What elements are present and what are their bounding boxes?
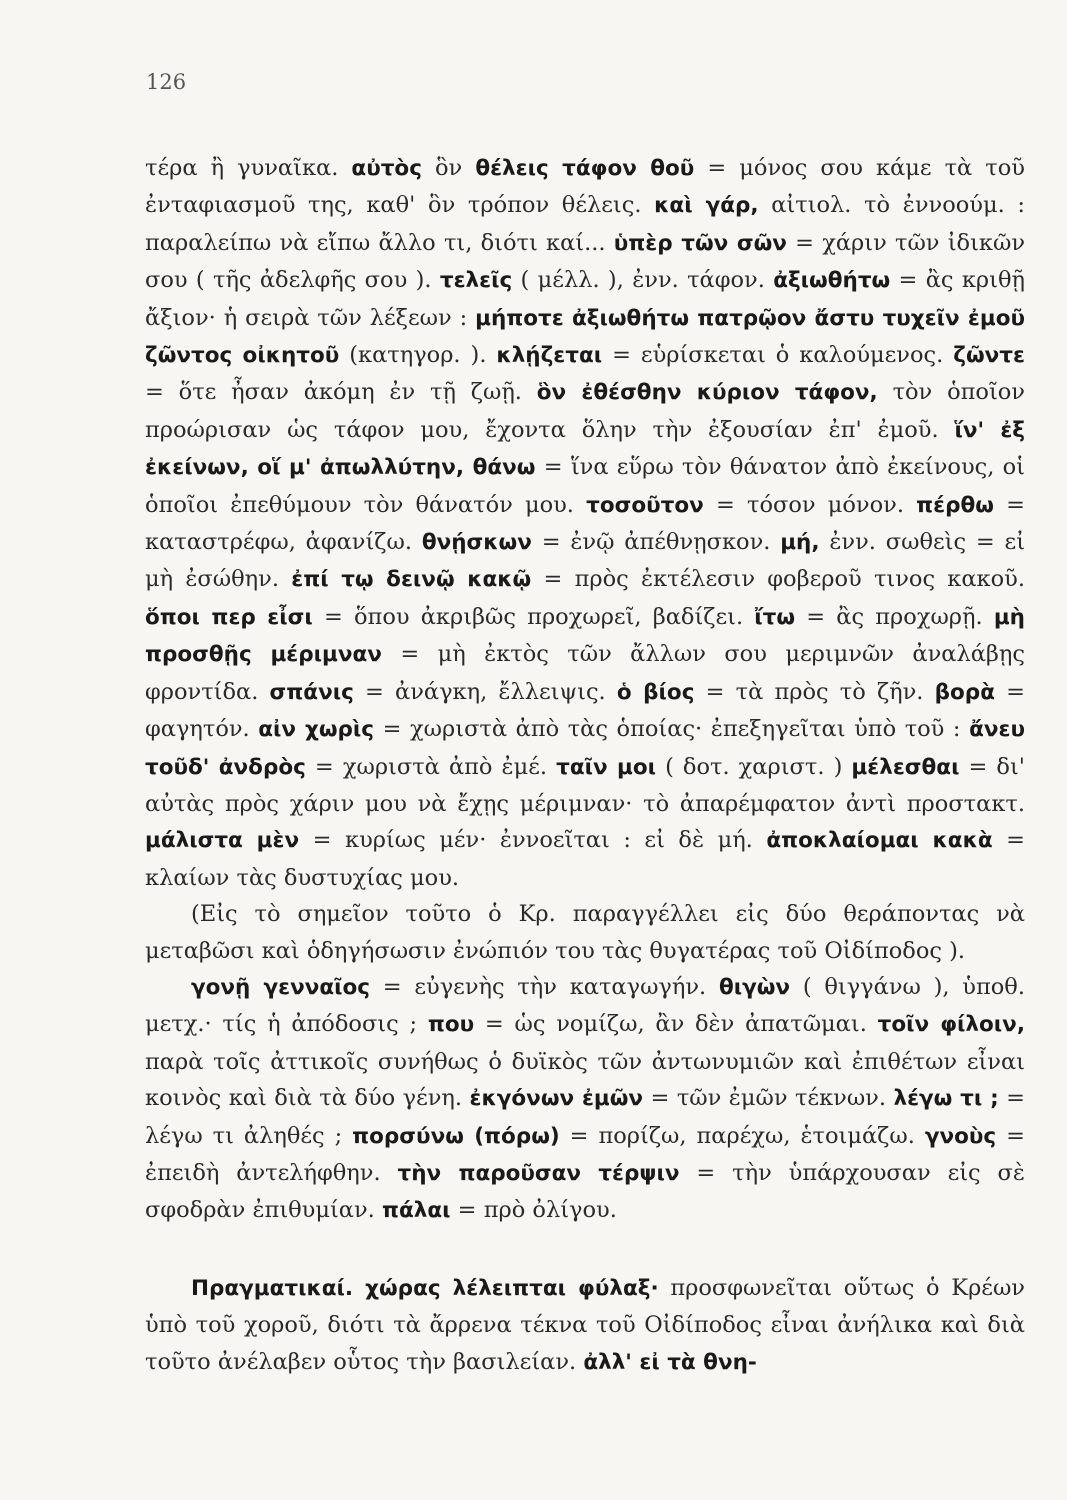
paragraph bbox=[145, 1270, 1025, 1381]
lemma-term: ἀξιωθήτω bbox=[773, 268, 891, 294]
gloss-text: = δι' αὐτὰς πρὸς χάριν μου νὰ ἔχῃς μέριμναν· τὸ ἀπαρέμφατον ἀντὶ προστακτ. bbox=[145, 753, 1025, 817]
gloss-text: = τὴν ὑπάρχουσαν εἰς σὲ σφοδρὰν ἐπιθυμίαν. bbox=[145, 1159, 1025, 1224]
gloss-text: = πορίζω, παρέχω, ἑτοιμάζω. bbox=[559, 1122, 925, 1149]
gloss-text: = ἂς κριθῇ ἄξιον· ἡ σειρὰ τῶν λέξεων : bbox=[145, 267, 1025, 331]
gloss-text: ( δοτ. χαριστ. ) bbox=[656, 753, 852, 780]
gloss-text: = ἐπειδὴ ἀντελήφθην. bbox=[145, 1122, 1025, 1186]
lemma-term: αἰν χωρὶς bbox=[258, 717, 375, 743]
lemma-term: ζῶντε bbox=[953, 343, 1025, 369]
gloss-text: = ἂς προχωρῇ. bbox=[795, 603, 994, 630]
gloss-text: = μὴ ἐκτὸς τῶν ἄλλων σου μεριμνῶν ἀναλάβῃς φροντίδα. bbox=[145, 641, 1025, 705]
lemma-term: τοσοῦτον bbox=[586, 492, 704, 518]
lemma-term: τοῖν φίλοιν, bbox=[877, 1012, 1025, 1038]
lemma-term: πάλαι bbox=[382, 1198, 451, 1224]
lemma-term: θέλεις τάφον θοῦ bbox=[475, 156, 695, 181]
lemma-term: ὑπὲρ τῶν σῶν bbox=[613, 230, 787, 256]
lemma-term: ἐκγόνων ἐμῶν bbox=[469, 1086, 644, 1112]
lemma-term: πέρθω bbox=[916, 492, 994, 518]
gloss-text: ( θιγγάνω ), ὑποθ. μετχ.· τίς ἡ ἀπόδοσις ; bbox=[145, 973, 1025, 1038]
gloss-text: = φαγητόν. bbox=[145, 678, 1025, 743]
gloss-text: = ὅπου ἀκριβῶς προχωρεῖ, βαδίζει. bbox=[312, 603, 755, 630]
lemma-term: ἄνευ τοῦδ' ἀνδρὸς bbox=[145, 717, 1025, 780]
gloss-text: = χάριν τῶν ἰδικῶν σου ( τῆς ἀδελφῆς σου ). bbox=[145, 229, 1025, 294]
gloss-text: = ὅτε ἦσαν ἀκόμη ἐν τῇ ζωῇ. bbox=[145, 379, 537, 406]
lemma-term: γνοὺς bbox=[924, 1123, 997, 1149]
lemma-term: τελεῖς bbox=[439, 268, 513, 294]
lemma-term: μάλιστα μὲν bbox=[145, 828, 300, 854]
paragraph-gap bbox=[145, 1230, 1025, 1270]
commentary-text bbox=[145, 150, 1025, 1381]
lemma-term: που bbox=[427, 1012, 475, 1038]
lemma-term: γονῇ γενναῖος bbox=[191, 974, 371, 1000]
gloss-text: τέρα ἢ γυναῖκα. bbox=[145, 155, 352, 181]
gloss-text: = κυρίως μέν· ἐννοεῖται : εἰ δὲ μή. bbox=[299, 827, 767, 854]
lemma-term: ταῖν μοι bbox=[556, 754, 656, 780]
lemma-term: μήποτε ἀξιωθήτω πατρῷον ἄστυ τυχεῖν ἐμοῦ ζῶντος οἰκητοῦ bbox=[145, 305, 1026, 369]
lemma-term: τὴν παροῦσαν τέρψιν bbox=[397, 1160, 680, 1186]
gloss-text: ἐνν. σωθεὶς = εἰ μὴ ἐσώθην. bbox=[145, 529, 1026, 593]
lemma-term: ἀλλ' εἰ τὰ θνη- bbox=[583, 1349, 757, 1375]
gloss-text: = ἵνα εὕρω τὸν θάνατον ἀπὸ ἐκείνους, οἱ ὁποῖοι ἐπεθύμουν τὸν θάνατόν μου. bbox=[145, 454, 1025, 518]
gloss-text: ὃν bbox=[421, 155, 476, 181]
gloss-text: αἰτιολ. τὸ ἐννοούμ. : παραλείπω νὰ εἴπω ἄλλο τι, διότι καί... bbox=[145, 192, 1025, 256]
lemma-term: Πραγματικαί. χώρας λέλειπται φύλαξ· bbox=[191, 1275, 659, 1301]
lemma-term: ἀποκλαίομαι κακὰ bbox=[766, 828, 993, 854]
gloss-text: (Εἰς τὸ σημεῖον τοῦτο ὁ Κρ. παραγγέλλει εἰς δύο θεράποντας νὰ μεταβῶσι καὶ ὁδηγήσωσιν ἐνώπιόν του τὰς θυγατέρας τοῦ Οἰδίποδος ). bbox=[145, 901, 1025, 964]
lemma-term: βορὰ bbox=[934, 679, 995, 705]
lemma-term: λέγω τι ; bbox=[893, 1086, 999, 1112]
gloss-text: = λέγω τι ἀληθές ; bbox=[145, 1085, 1025, 1149]
gloss-text: τὸν ὁποῖον προώρισαν ὡς τάφον μου, ἔχοντα ὅλην τὴν ἐξουσίαν ἐπ' ἐμοῦ. bbox=[145, 379, 1025, 443]
gloss-text: = πρὸ ὀλίγου. bbox=[450, 1197, 617, 1224]
gloss-text: = χωριστὰ ἀπὸ τὰς ὁποίας· ἐπεξηγεῖται ὑπὸ τοῦ : bbox=[374, 716, 970, 743]
gloss-text: = τόσον μόνον. bbox=[703, 491, 917, 518]
gloss-text: = καταστρέφω, ἀφανίζω. bbox=[145, 491, 1025, 556]
gloss-text: (κατηγορ. ). bbox=[339, 342, 497, 369]
gloss-text: = χωριστὰ ἀπὸ ἐμέ. bbox=[305, 753, 557, 780]
lemma-term: μὴ προσθῇς μέριμναν bbox=[145, 604, 1025, 668]
lemma-term: μέλεσθαι bbox=[851, 754, 960, 780]
gloss-text: = εὐγενὴς τὴν καταγωγήν. bbox=[370, 973, 719, 1000]
gloss-text: = τῶν ἐμῶν τέκνων. bbox=[643, 1085, 894, 1112]
paragraph bbox=[145, 969, 1025, 1230]
paragraph bbox=[145, 896, 1025, 969]
gloss-text: = ἀνάγκη, ἔλλειψις. bbox=[353, 678, 617, 705]
gloss-text: = τὰ πρὸς τὸ ζῆν. bbox=[694, 678, 935, 705]
lemma-term: θιγὼν bbox=[718, 974, 791, 1000]
lemma-term: κλῄζεται bbox=[496, 343, 603, 369]
gloss-text: ( μέλλ. ), ἐνν. τάφον. bbox=[512, 267, 774, 294]
lemma-term: ἴτω bbox=[754, 604, 796, 630]
lemma-term: καὶ γάρ, bbox=[654, 193, 759, 219]
lemma-term: ὃν ἐθέσθην κύριον τάφον, bbox=[536, 380, 878, 406]
gloss-text: = εὑρίσκεται ὁ καλούμενος. bbox=[602, 342, 954, 369]
gloss-text: = κλαίων τὰς δυστυχίας μου. bbox=[145, 827, 1025, 891]
lemma-term: σπάνις bbox=[269, 679, 354, 705]
lemma-term: ὅποι περ εἶσι bbox=[145, 604, 313, 630]
lemma-term: ὁ βίος bbox=[616, 679, 695, 705]
gloss-text: προσφωνεῖται οὕτως ὁ Κρέων ὑπὸ τοῦ χοροῦ, διότι τὰ ἄρρενα τέκνα τοῦ Οἰδίποδος εἶναι ἀνήλικα καὶ διὰ τοῦτο ἀνέλαβεν οὗτος τὴν βασιλείαν. bbox=[145, 1274, 1025, 1375]
page-number: 126 bbox=[146, 70, 187, 94]
lemma-term: αὐτὸς bbox=[351, 156, 422, 181]
lemma-term: θνῄσκων bbox=[421, 530, 532, 556]
gloss-text: = μόνος σου κάμε τὰ τοῦ ἐνταφιασμοῦ της, καθ' ὃν τρόπον θέλεις. bbox=[145, 155, 1025, 219]
lemma-term: ἵν' ἐξ ἐκείνων, οἵ μ' ἀπωλλύτην, θάνω bbox=[145, 417, 1025, 481]
lemma-term: μή, bbox=[780, 530, 820, 556]
gloss-text: παρὰ τοῖς ἀττικοῖς συνήθως ὁ δυϊκὸς τῶν ἀντωνυμιῶν καὶ ἐπιθέτων εἶναι κοινὸς καὶ διὰ τὰ δύο γένη. bbox=[145, 1048, 1025, 1112]
lemma-term: πορσύνω (πόρω) bbox=[352, 1123, 560, 1149]
paragraph bbox=[145, 150, 1025, 896]
gloss-text: = ὡς νομίζω, ἂν δὲν ἀπατῶμαι. bbox=[474, 1011, 878, 1038]
gloss-text: = ἐνῷ ἀπέθνῃσκον. bbox=[531, 529, 781, 556]
gloss-text: = πρὸς ἐκτέλεσιν φοβεροῦ τινος κακοῦ. bbox=[531, 566, 1025, 593]
lemma-term: ἐπί τῳ δεινῷ κακῷ bbox=[291, 567, 532, 593]
